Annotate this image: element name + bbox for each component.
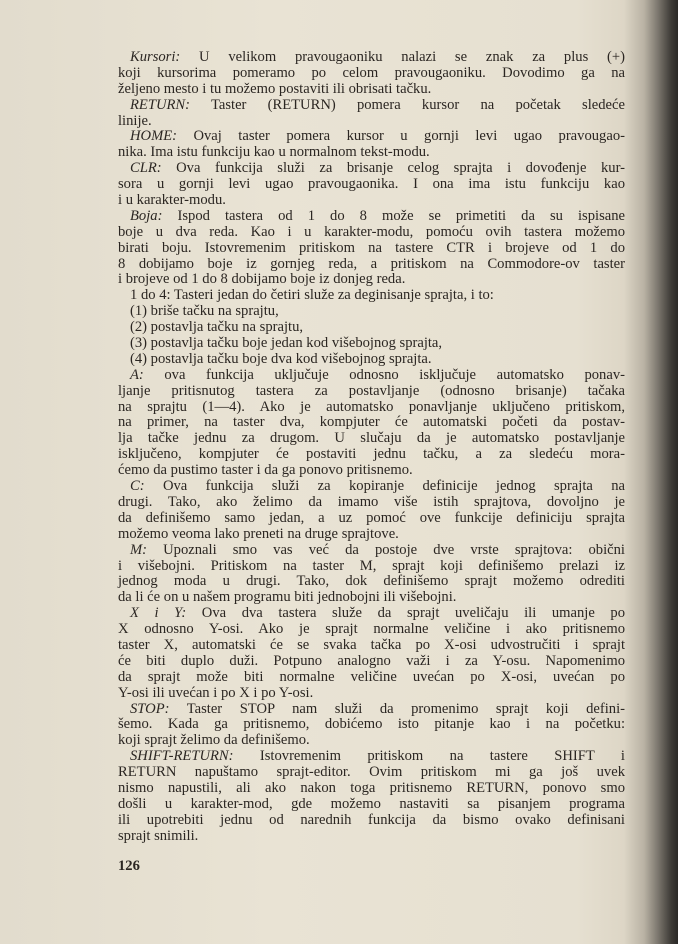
text-line <box>118 717 625 733</box>
term-label: CLR: <box>130 160 162 177</box>
paragraph <box>118 129 625 161</box>
paragraph <box>118 304 625 320</box>
text-line <box>118 129 625 145</box>
line-text: na sprajtu (1—4). Ako je automatsko ponavljanje uključeno pritiskom, <box>118 398 625 415</box>
paragraph <box>118 336 625 352</box>
line-text: boje u dva reda. Kao i u karakter-modu, pomoću ovih tastera možemo <box>118 223 625 240</box>
text-line <box>118 193 625 209</box>
text-line <box>118 272 625 288</box>
text-line <box>118 543 625 559</box>
line-text: sprajt snimili. <box>118 827 199 844</box>
paragraph <box>118 543 625 607</box>
paragraph <box>118 288 625 304</box>
text-line <box>118 527 625 543</box>
line-text: da li će on u našem programu biti jednobojni ili višebojni. <box>118 589 457 606</box>
page-number: 126 <box>118 858 140 874</box>
text-line <box>118 463 625 479</box>
text-line <box>118 161 625 177</box>
line-text: Ova dva tastera služe da sprajt uveličaju ili umanje po <box>186 605 625 622</box>
text-line <box>118 368 625 384</box>
text-line <box>118 66 625 82</box>
text-line <box>118 431 625 447</box>
line-text: ćemo da pustimo taster i da ga ponovo pritisnemo. <box>118 462 413 479</box>
text-line <box>118 574 625 590</box>
line-text: isključeno, kompjuter će postaviti jednu tačku, a za sledeću mora- <box>118 446 625 463</box>
paragraph <box>118 209 625 288</box>
line-text: (2) postavlja tačku na sprajtu, <box>130 319 304 336</box>
text-line <box>118 50 625 66</box>
text-line <box>118 797 625 813</box>
line-text: će biti duplo duži. Potpuno analogno važi i za Y-osu. Napomenimo <box>118 652 625 669</box>
text-line <box>118 479 625 495</box>
term-label: X i Y: <box>130 605 187 622</box>
text-line <box>118 447 625 463</box>
text-line <box>118 733 625 749</box>
text-line <box>118 352 625 368</box>
text-line <box>118 336 625 352</box>
term-label: A: <box>130 366 144 383</box>
line-text: na primer, na taster dva, kompjuter će automatski početi da postav- <box>118 414 625 431</box>
paragraph <box>118 98 625 130</box>
term-label: SHIFT-RETURN: <box>130 748 234 765</box>
text-line <box>118 638 625 654</box>
paragraph <box>118 702 625 750</box>
text-line <box>118 209 625 225</box>
term-label: HOME: <box>130 128 178 145</box>
text-line <box>118 813 625 829</box>
text-line <box>118 702 625 718</box>
text-line <box>118 400 625 416</box>
text-line <box>118 145 625 161</box>
text-line <box>118 559 625 575</box>
text-line <box>118 654 625 670</box>
line-text: ljanje pritisnutog tastera za postavljanje (odnosno brisanje) tačaka <box>118 382 625 399</box>
line-text: Upoznali smo vas već da postoje dve vrste sprajtova: obični <box>147 541 625 558</box>
text-line <box>118 511 625 527</box>
term-label: RETURN: <box>130 96 190 113</box>
line-text: Taster STOP nam služi da promenimo sprajt koji defini- <box>169 700 625 717</box>
line-text: koji sprajt želimo da definišemo. <box>118 732 310 749</box>
term-label: Boja: <box>130 207 163 224</box>
text-line <box>118 765 625 781</box>
text-line <box>118 749 625 765</box>
line-text: lja tačke jednu za drugom. U slučaju da je automatsko postavljanje <box>118 430 625 447</box>
line-text: došli u karakter-mod, gde možemo nastaviti sa pisanjem programa <box>118 795 625 812</box>
line-text: Y-osi ili uvećan i po X i po Y-osi. <box>118 684 314 701</box>
line-text: sora u gornji levi ugao pravougaonika. I ona ima istu funkciju kao <box>118 176 625 193</box>
paragraph <box>118 749 625 844</box>
text-line <box>118 781 625 797</box>
line-text: Taster (RETURN) pomera kursor na početak sledeće <box>190 96 625 113</box>
line-text: Ispod tastera od 1 do 8 može se primetiti da su ispisane <box>162 207 625 224</box>
paragraph <box>118 50 625 98</box>
line-text: i višebojni. Pritiskom na taster M, sprajt koji definišemo prelazi iz <box>118 557 625 574</box>
text-line <box>118 320 625 336</box>
text-line <box>118 670 625 686</box>
line-text: da definišemo samo jedan, a uz pomoć ove funkcije definiciju sprajta <box>118 509 625 526</box>
text-line <box>118 82 625 98</box>
line-text: X odnosno Y-osi. Ako je sprajt normalne veličine i ako pritisnemo <box>118 621 625 638</box>
line-text: koji kursorima pomeramo po celom pravougaoniku. Dovodimo ga na <box>118 64 625 81</box>
line-text: možemo veoma lako preneti na druge sprajtove. <box>118 525 399 542</box>
line-text: 1 do 4: Tasteri jedan do četiri služe za deginisanje sprajta, i to: <box>130 287 494 304</box>
line-text: linije. <box>118 112 152 129</box>
text-line <box>118 622 625 638</box>
line-text: nika. Ima istu funkciju kao u normalnom tekst-modu. <box>118 144 430 161</box>
line-text: RETURN napuštamo sprajt-editor. Ovim pritiskom mi ga još uvek <box>118 764 625 781</box>
text-line <box>118 415 625 431</box>
line-text: (1) briše tačku na sprajtu, <box>130 303 279 320</box>
page-body <box>118 50 625 845</box>
line-text: ova funkcija uključuje odnosno isključuje automatsko ponav- <box>143 366 625 383</box>
term-label: C: <box>130 478 145 495</box>
line-text: nismo napustili, ali ako nakon toga pritisnemo RETURN, ponovo smo <box>118 779 625 796</box>
text-line <box>118 829 625 845</box>
text-line <box>118 590 625 606</box>
text-line <box>118 384 625 400</box>
paragraph <box>118 606 625 701</box>
line-text: Ova funkcija služi za kopiranje definicije jednog sprajta na <box>144 478 625 495</box>
text-line <box>118 257 625 273</box>
line-text: željeno mesto i tu možemo postaviti ili obrisati tačku. <box>118 80 432 97</box>
line-text: i brojeve od 1 do 8 dobijamo boje iz donjeg reda. <box>118 271 406 288</box>
line-text: U velikom pravougaoniku nalazi se znak za plus (+) <box>180 49 625 65</box>
text-line <box>118 495 625 511</box>
line-text: jednog moda u drugi. Tako, dok definišemo sprajt možemo odrediti <box>118 573 625 590</box>
text-line <box>118 98 625 114</box>
line-text: (4) postavlja tačku boje dva kod višebojnog sprajta. <box>130 350 432 367</box>
line-text: (3) postavlja tačku boje jedan kod višebojnog sprajta, <box>130 335 443 352</box>
line-text: drugi. Tako, ako želimo da imamo više istih sprajtova, dovoljno je <box>118 493 625 510</box>
paragraph <box>118 479 625 543</box>
line-text: da sprajt može biti normalne veličine uvećan po X-osi, uvećan po <box>118 668 625 685</box>
text-line <box>118 177 625 193</box>
term-label: Kursori: <box>130 49 181 65</box>
paragraph <box>118 368 625 479</box>
term-label: STOP: <box>130 700 170 717</box>
line-text: i u karakter-modu. <box>118 192 226 209</box>
paragraph <box>118 320 625 336</box>
line-text: Istovremenim pritiskom na tastere SHIFT i <box>233 748 625 765</box>
text-line <box>118 288 625 304</box>
line-text: Ova funkcija služi za brisanje celog sprajta i dovođenje kur- <box>161 160 625 177</box>
term-label: M: <box>130 541 148 558</box>
line-text: birati boju. Istovremenim pritiskom na tastere CTR i brojeve od 1 do <box>118 239 625 256</box>
text-line <box>118 304 625 320</box>
line-text: Ovaj taster pomera kursor u gornji levi ugao pravougao- <box>177 128 625 145</box>
line-text: ili upotrebiti jednu od narednih funkcija da bismo ovako definisani <box>118 811 625 828</box>
line-text: šemo. Kada ga pritisnemo, dobićemo isto pitanje kao i na početku: <box>118 716 625 733</box>
text-line <box>118 241 625 257</box>
line-text: 8 dobijamo boje iz gornjeg reda, a pritiskom na Commodore-ov taster <box>118 255 625 272</box>
paragraph <box>118 352 625 368</box>
text-line <box>118 114 625 130</box>
text-line <box>118 606 625 622</box>
text-line <box>118 686 625 702</box>
line-text: taster X, automatski će se svaka tačka po X-osi udvostručiti i sprajt <box>118 636 625 653</box>
paragraph <box>118 161 625 209</box>
text-line <box>118 225 625 241</box>
